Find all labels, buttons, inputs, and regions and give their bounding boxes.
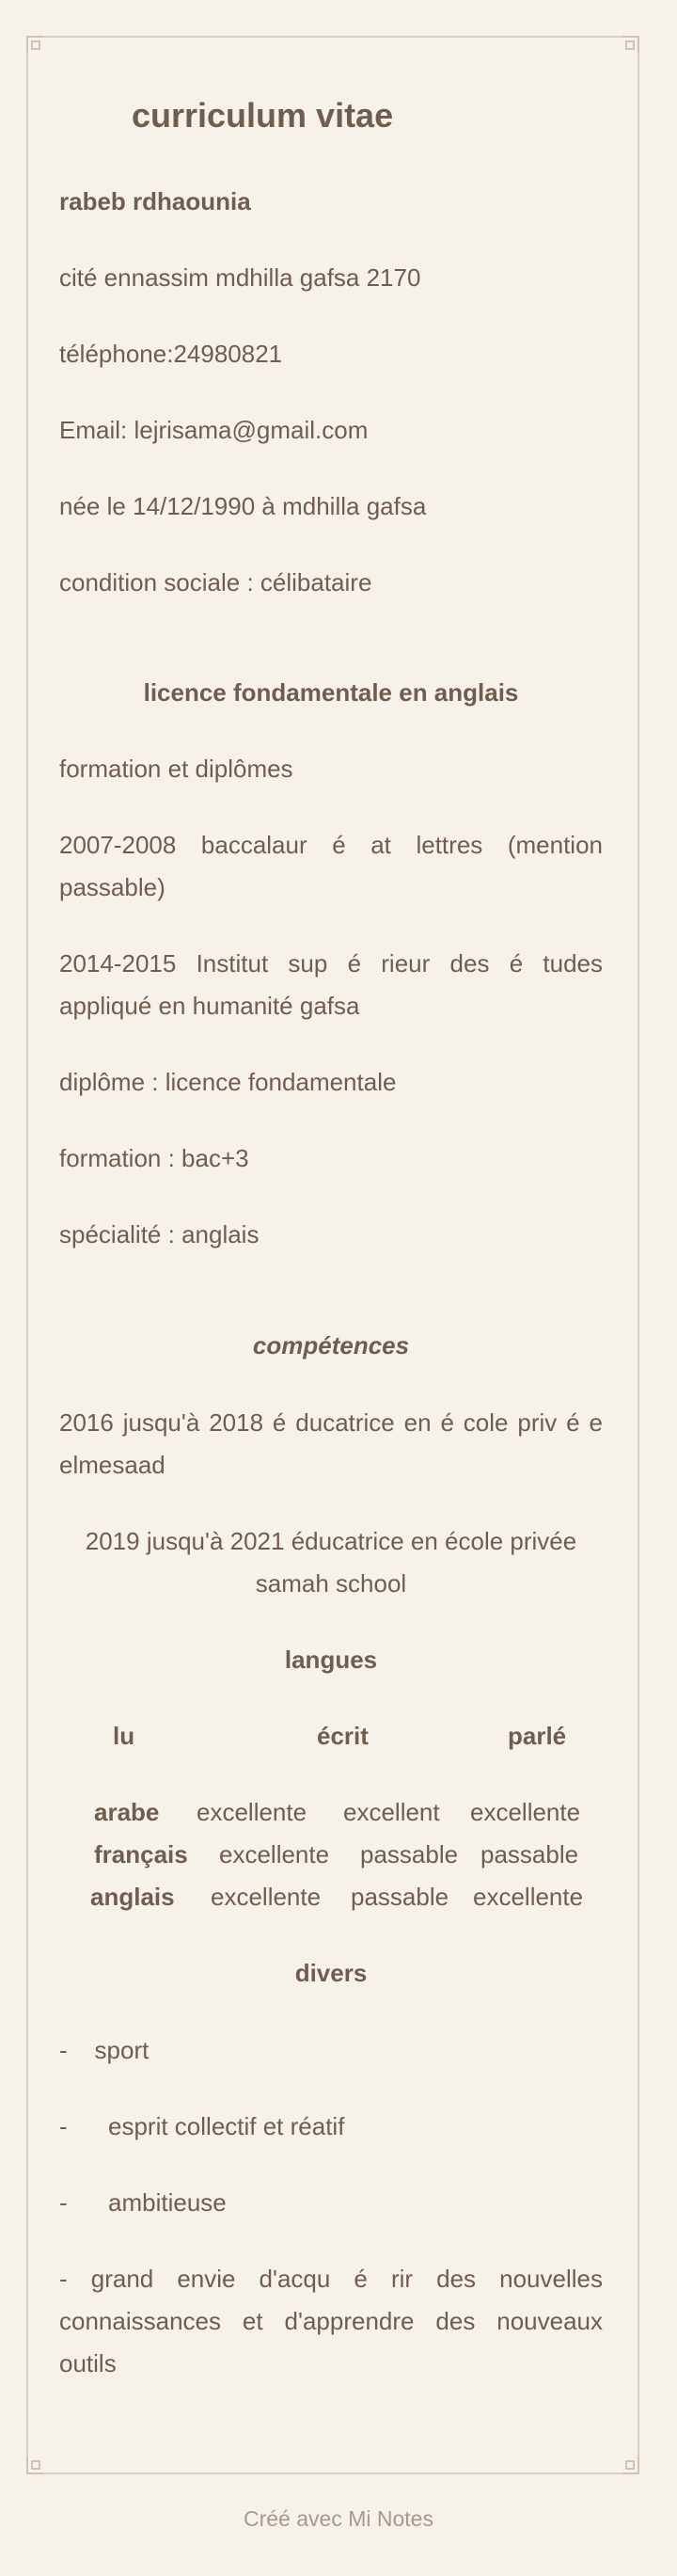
email: Email: lejrisama@gmail.com [59, 416, 369, 444]
language-level-lu: excellente [197, 1798, 307, 1826]
diploma: diplôme : licence fondamentale [59, 1068, 397, 1096]
phone: téléphone:24980821 [59, 340, 283, 368]
divers-item: - grand envie d'acqu é rir des nouvelles connaissances et d'apprendre des nouveaux outils [59, 2265, 603, 2377]
language-level-lu: excellente [219, 1840, 330, 1868]
column-header-ecrit: écrit [317, 1722, 369, 1750]
education-entry: 2014-2015 Institut sup é rieur des é tudes appliqué en humanité gafsa [59, 949, 603, 1020]
divers-item: - esprit collectif et réatif [59, 2112, 345, 2140]
frame-corner-ornament [622, 2457, 639, 2474]
marital-status: condition sociale : célibataire [59, 568, 372, 596]
language-level-ecrit: passable [360, 1840, 459, 1868]
document-title: curriculum vitae [132, 96, 394, 135]
language-level-parle: excellente [470, 1798, 581, 1826]
divers-item: - ambitieuse [59, 2188, 227, 2217]
divers-heading: divers [294, 1959, 368, 1987]
frame-corner-ornament [26, 2457, 43, 2474]
competences-heading: compétences [252, 1331, 410, 1360]
education-label: formation et diplômes [59, 755, 293, 783]
footer-credit: Créé avec Mi Notes [244, 2506, 433, 2531]
frame-corner-ornament [622, 36, 639, 53]
column-header-lu: lu [113, 1722, 135, 1750]
address: cité ennassim mdhilla gafsa 2170 [59, 263, 421, 292]
frame-corner-ornament [26, 36, 43, 53]
degree-heading: licence fondamentale en anglais [143, 678, 519, 707]
language-level-parle: passable [480, 1840, 579, 1868]
experience-entry: 2016 jusqu'à 2018 é ducatrice en é cole priv é e elmesaad [59, 1408, 603, 1479]
language-level-ecrit: excellent [343, 1798, 440, 1826]
language-level-lu: excellente [211, 1883, 322, 1911]
language-name: français [94, 1840, 188, 1868]
experience-entry: 2019 jusqu'à 2021 éducatrice en école privée samah school [85, 1527, 577, 1598]
formation: formation : bac+3 [59, 1144, 249, 1172]
candidate-name: rabeb rdhaounia [59, 187, 251, 215]
language-level-parle: excellente [473, 1883, 584, 1911]
column-header-parle: parlé [508, 1722, 567, 1750]
language-name: arabe [94, 1798, 160, 1826]
language-level-ecrit: passable [351, 1883, 449, 1911]
education-entry: 2007-2008 baccalaur é at lettres (mention passable) [59, 831, 603, 901]
specialty: spécialité : anglais [59, 1220, 260, 1248]
langues-heading: langues [284, 1646, 378, 1674]
divers-item: - sport [59, 2036, 150, 2064]
birth-info: née le 14/12/1990 à mdhilla gafsa [59, 492, 427, 520]
language-name: anglais [90, 1883, 175, 1911]
